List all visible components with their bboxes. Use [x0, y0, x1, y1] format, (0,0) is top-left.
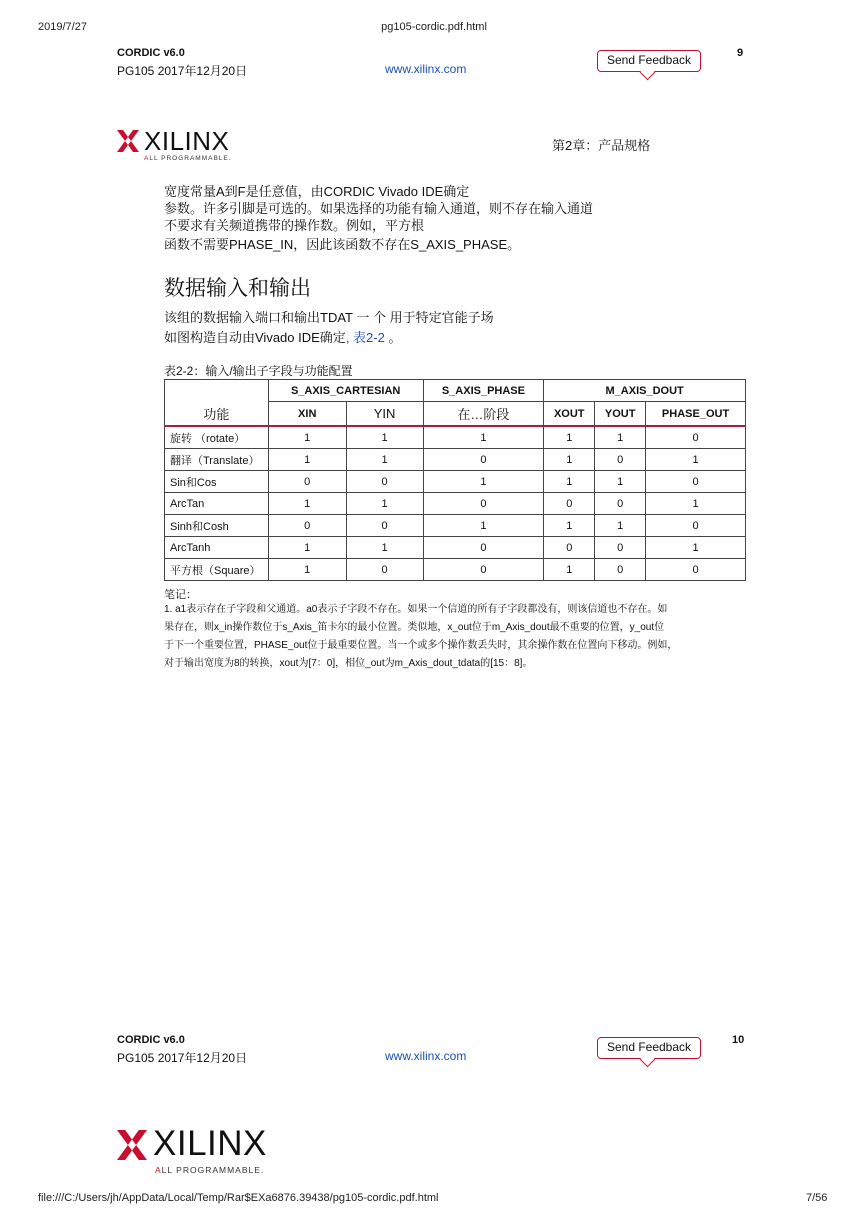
table-header-blank: [165, 380, 269, 402]
xilinx-website-link[interactable]: www.xilinx.com: [385, 62, 467, 76]
doc-title-page-10: CORDIC v6.0: [117, 1034, 185, 1046]
logo-tagline: ALL PROGRAMMABLE.: [144, 155, 232, 162]
xilinx-logo-icon: [117, 1130, 147, 1160]
doc-id-date-page-10: PG105 2017年12月20日: [117, 1051, 248, 1065]
table-row: [165, 493, 746, 515]
table-cell: 0: [346, 471, 423, 493]
table-cell: 1: [268, 493, 346, 515]
doc-title: CORDIC v6.0: [117, 47, 185, 59]
table-cell: 1: [646, 493, 746, 515]
table-cell: 1: [544, 515, 595, 537]
section-text-line-2: 如图构造自动由Vivado IDE确定, 表2-2 。: [164, 330, 402, 345]
speech-bubble-icon: [640, 65, 656, 81]
note-line-3: 于下一个重要位置，PHASE_out位于最重要位置。当一个或多个操作数丢失时，其余操作数在位置向下移动。例如，: [164, 640, 678, 651]
table-sub-header-row: [165, 402, 746, 427]
section-title: 数据输入和输出: [164, 277, 311, 300]
table-row: [165, 559, 746, 581]
table-cell: 1: [268, 537, 346, 559]
col-header-yout: YOUT: [595, 402, 646, 427]
print-footer-page: 7/56: [806, 1192, 828, 1204]
group-header-m-axis-dout: M_AXIS_DOUT: [544, 380, 746, 402]
table-cell: 0: [423, 493, 544, 515]
logo-wordmark: XILINX: [144, 126, 230, 156]
table-cell: 0: [595, 559, 646, 581]
table-cell: 1: [346, 537, 423, 559]
col-header-function: 功能: [165, 402, 269, 427]
table-cell: 1: [544, 449, 595, 471]
table-group-header-row: [165, 380, 746, 402]
send-feedback-label: Send Feedback: [606, 1040, 692, 1054]
table-cell: Sin和Cos: [165, 471, 269, 493]
print-footer-path: file:///C:/Users/jh/AppData/Local/Temp/Rar$EXa6876.39438/pg105-cordic.pdf.html: [38, 1192, 439, 1204]
table-cell: 1: [423, 471, 544, 493]
note-line-1: 1. a1表示存在子字段和父通道。a0表示子字段不存在。如果一个信道的所有子字段都没有，则该信道也不存在。如: [164, 604, 668, 615]
table-cell: 0: [646, 426, 746, 449]
page-number: 9: [737, 47, 744, 59]
table-row: [165, 537, 746, 559]
intro-line-2: 参数。许多引脚是可选的。如果选择的功能有输入通道，则不存在输入通道: [164, 201, 594, 216]
section-text-line-1: 该组的数据输入端口和输出TDAT 一 个 用于特定官能子场: [164, 310, 494, 325]
table-cell: 0: [595, 449, 646, 471]
table-row: [165, 449, 746, 471]
table-cell: 1: [268, 449, 346, 471]
table-caption: 表2-2：输入/输出子字段与功能配置: [164, 364, 353, 378]
send-feedback-button-page-10[interactable]: [597, 1037, 701, 1059]
table-cell: ArcTanh: [165, 537, 269, 559]
doc-id-date: PG105 2017年12月20日: [117, 64, 248, 78]
table-cell: Sinh和Cosh: [165, 515, 269, 537]
col-header-phase-out: PHASE_OUT: [646, 402, 746, 427]
send-feedback-label: Send Feedback: [606, 53, 692, 67]
table-cell: ArcTan: [165, 493, 269, 515]
note-line-4: 对于输出宽度为8的转换，xout为[7：0]，相位_out为m_Axis_dout_tdata的[15：8]。: [164, 658, 533, 669]
table-cell: 1: [268, 559, 346, 581]
notes-heading: 笔记：: [164, 589, 197, 601]
table-cell: 1: [595, 426, 646, 449]
logo-tagline: ALL PROGRAMMABLE.: [155, 1165, 265, 1175]
page-number-10: 10: [732, 1034, 745, 1046]
chapter-heading: 第2章：产品规格: [552, 138, 651, 153]
table-cell: 1: [595, 515, 646, 537]
table-row: [165, 426, 746, 449]
table-cell: 0: [595, 493, 646, 515]
xilinx-logo-icon: [117, 130, 139, 152]
table-row: [165, 515, 746, 537]
table-cell: 1: [423, 515, 544, 537]
table-row: [165, 471, 746, 493]
table-cell: 平方根（Square）: [165, 559, 269, 581]
table-cell: 1: [346, 449, 423, 471]
table-cell: 0: [268, 515, 346, 537]
group-header-s-axis-cartesian: S_AXIS_CARTESIAN: [268, 380, 423, 402]
print-date: 2019/7/27: [38, 21, 87, 33]
table-cell: 翻译（Translate）: [165, 449, 269, 471]
table-cell: 0: [423, 449, 544, 471]
table-cell: 0: [346, 515, 423, 537]
table-cell: 旋转 （rotate）: [165, 426, 269, 449]
table-cell: 0: [544, 493, 595, 515]
table-cell: 0: [595, 537, 646, 559]
table-cell: 0: [423, 559, 544, 581]
intro-line-3: 不要求有关频道携带的操作数。例如，平方根: [164, 218, 425, 233]
col-header-yin: YIN: [346, 402, 423, 427]
table-cell: 1: [544, 471, 595, 493]
intro-line-4: 函数不需要PHASE_IN，因此该函数不存在S_AXIS_PHASE。: [164, 237, 521, 252]
group-header-s-axis-phase: S_AXIS_PHASE: [423, 380, 544, 402]
xilinx-website-link-page-10[interactable]: www.xilinx.com: [385, 1049, 467, 1063]
speech-bubble-icon: [640, 1052, 656, 1068]
print-doc-title: pg105-cordic.pdf.html: [381, 21, 487, 33]
table-cell: 0: [646, 471, 746, 493]
table-cell: 1: [646, 449, 746, 471]
note-line-2: 果存在，则x_in操作数位于s_Axis_笛卡尔的最小位置。类似地，x_out位于m_Axis_dout最不重要的位置，y_out位: [164, 622, 665, 633]
table-cell: 0: [544, 537, 595, 559]
table-2-2-link[interactable]: , 表2-2: [345, 330, 385, 345]
table-cell: 0: [268, 471, 346, 493]
table-cell: 1: [544, 559, 595, 581]
table-cell: 0: [646, 515, 746, 537]
table-cell: 0: [346, 559, 423, 581]
col-header-xin: XIN: [268, 402, 346, 427]
table-cell: 1: [646, 537, 746, 559]
function-config-table: [164, 379, 746, 581]
table-cell: 1: [346, 493, 423, 515]
table-cell: 0: [423, 537, 544, 559]
table-cell: 0: [646, 559, 746, 581]
col-header-xout: XOUT: [544, 402, 595, 427]
send-feedback-button[interactable]: [597, 50, 701, 72]
intro-line-1: 宽度常量A到F是任意值，由CORDIC Vivado IDE确定: [164, 184, 470, 199]
table-cell: 1: [544, 426, 595, 449]
col-header-phase-in: 在…阶段: [423, 402, 544, 427]
table-cell: 1: [423, 426, 544, 449]
logo-wordmark: XILINX: [153, 1124, 267, 1163]
table-cell: 1: [595, 471, 646, 493]
table-cell: 1: [268, 426, 346, 449]
table-cell: 1: [346, 426, 423, 449]
